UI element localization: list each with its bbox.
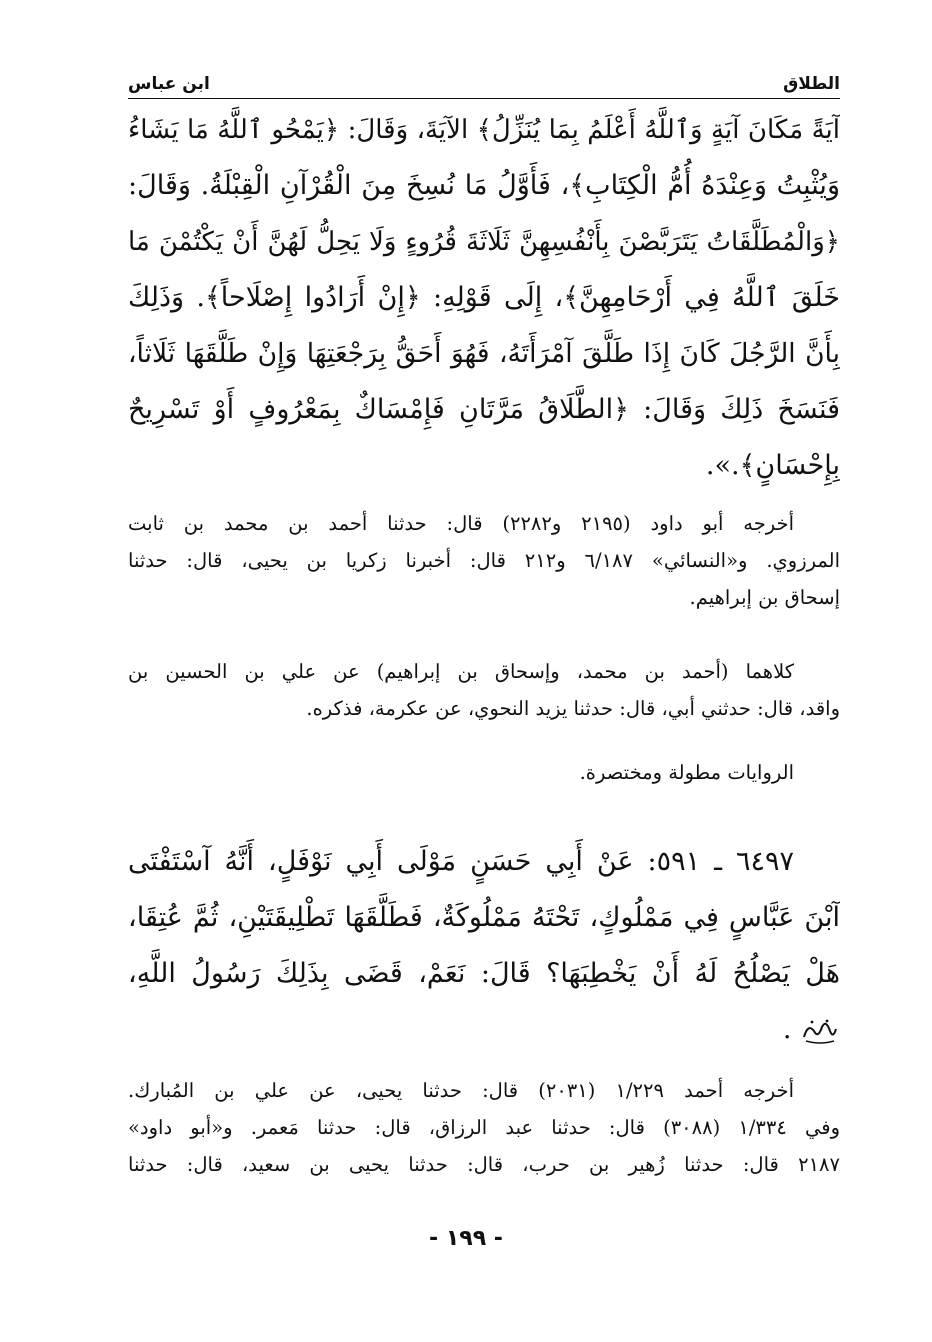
text-line: بِإِحْسَانٍ﴾.». <box>705 450 840 481</box>
text-line: ﴿وَالْمُطَلَّقَاتُ يَتَرَبَّصْنَ بِأَنْفُسِهِنَّ ثَلَاثَةَ قُرُوءٍ وَلَا يَحِلُّ لَهُنَّ أَنْ يَكْتُمْنَ مَا <box>128 227 840 257</box>
note-line: ٢١٨٧ قال: حدثنا زُهير بن حرب، قال: حدثنا يحيى بن سعيد، قال: حدثنا <box>128 1153 840 1176</box>
salawat-seal-icon <box>800 1017 840 1045</box>
hadith-text-continuation <box>128 102 840 494</box>
text-line: وَيُثْبِتُ وَعِنْدَهُ أُمُّ الْكِتَابِ﴾، فَأَوَّلُ مَا نُسِخَ مِنَ الْقُرْآنِ الْقِبْلَةُ. وَقَالَ: <box>128 170 840 201</box>
text-line: خَلَقَ ٱللَّهُ فِي أَرْحَامِهِنَّ﴾، إِلَى قَوْلِهِ: ﴿إِنْ أَرَادُوا إِصْلَاحاً﴾. وَذَلِكَ <box>128 282 840 313</box>
note-line: إسحاق بن إبراهيم. <box>689 586 840 609</box>
note-line: واقد، قال: حدثني أبي، قال: حدثنا يزيد النحوي، عن عكرمة، فذكره. <box>306 697 840 720</box>
note-line: وفي ١/٣٣٤ (٣٠٨٨) قال: حدثنا عبد الرزاق، قال: حدثنا مَعمر. و«أبو داود» <box>128 1116 840 1139</box>
takhrij-note <box>128 1072 840 1183</box>
hadith-line: هَلْ يَصْلُحُ لَهُ أَنْ يَخْطِبَهَا؟ قَالَ: نَعَمْ، قَضَى بِذَلِكَ رَسُولُ اللَّهِ، <box>128 958 840 989</box>
note-line: أخرجه أبو داود (٢١٩٥ و٢٢٨٢) قال: حدثنا أحمد بن محمد بن ثابت <box>128 512 794 535</box>
chapter-title: الطلاق <box>783 74 840 94</box>
narrator-name: ابن عباس <box>128 74 210 94</box>
hadith-entry <box>128 834 840 1058</box>
hadith-line <box>128 1002 840 1058</box>
note-line: أخرجه أحمد ١/٢٢٩ (٢٠٣١) قال: حدثنا يحيى، عن علي بن المُبارك. <box>128 1079 794 1102</box>
text-line: فَنَسَخَ ذَلِكَ وَقَالَ: ﴿الطَّلَاقُ مَرَّتَانِ فَإِمْسَاكٌ بِمَعْرُوفٍ أَوْ تَسْرِيحٌ <box>128 394 840 425</box>
running-header <box>128 74 840 99</box>
text-line: آيَةً مَكَانَ آيَةٍ وَٱللَّهُ أَعْلَمُ بِمَا يُنَزِّلُ﴾ الآيَةَ، وَقَالَ: ﴿يَمْحُو ٱللَّهُ مَا يَشَاءُ <box>128 115 840 145</box>
page-number: - ١٩٩ - <box>429 1226 503 1251</box>
hadith-line: ٦٤٩٧ ـ ٥٩١: عَنْ أَبِي حَسَنٍ مَوْلَى أَبِي نَوْفَلٍ، أَنَّهُ آسْتَفْتَى <box>128 846 795 877</box>
note-line: المرزوي. و«النسائي» ٦/١٨٧ و٢١٢ قال: أخبرنا زكريا بن يحيى، قال: حدثنا <box>128 549 840 572</box>
note-line: كلاهما (أحمد بن محمد، وإسحاق بن إبراهيم) عن علي بن الحسين بن <box>128 660 795 683</box>
text-line: بِأَنَّ الرَّجُلَ كَانَ إِذَا طَلَّقَ آمْرَأَتَهُ، فَهُوَ أَحَقُّ بِرَجْعَتِهَا وَإِنْ طَلَّقَهَا ثَلَاثاً، <box>128 338 840 369</box>
takhrij-note <box>128 754 840 791</box>
takhrij-note <box>128 653 840 727</box>
note-line: الروايات مطولة ومختصرة. <box>579 761 794 784</box>
hadith-end-mark: . <box>782 1014 792 1045</box>
takhrij-note <box>128 505 840 616</box>
hadith-line: آبْنَ عَبَّاسٍ فِي مَمْلُوكٍ، تَحْتَهُ مَمْلُوكَةٌ، فَطَلَّقَهَا تَطْلِيقَتَيْنِ، ثُمَّ عُتِقَا، <box>128 902 840 933</box>
